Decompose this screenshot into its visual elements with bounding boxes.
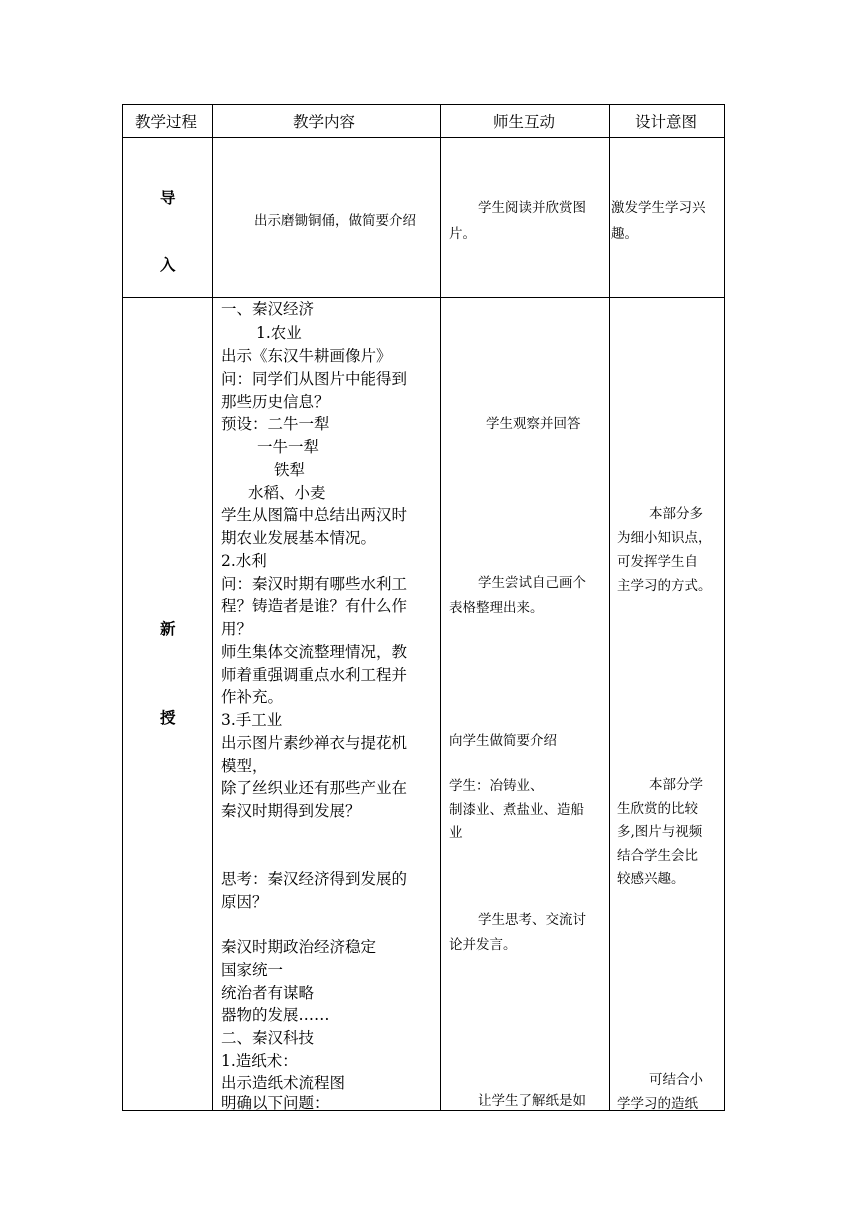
header-teaching-content: 教学内容 (293, 113, 356, 131)
stage-new-char-1: 新 (160, 620, 176, 638)
content-line: 1.造纸术： (221, 1052, 298, 1070)
content-line: 统治者有谋略 (221, 984, 315, 1002)
content-line: 那些历史信息？ (221, 393, 330, 411)
intro-intent-line-2: 趣。 (611, 226, 638, 242)
content-line: 期农业发展基本情况。 (221, 529, 377, 547)
content-line: 秦汉时期政治经济稳定 (221, 938, 377, 956)
content-line: 水稻、小麦 (248, 484, 326, 502)
content-line: 2.水利 (221, 552, 267, 570)
interaction-line: 学生观察并回答 (486, 416, 581, 432)
content-line: 铁犁 (274, 461, 306, 479)
content-line: 二、秦汉科技 (221, 1029, 315, 1047)
content-line: 器物的发展…… (221, 1006, 330, 1024)
content-line: 学生从图篇中总结出两汉时 (221, 506, 408, 524)
stage-intro-char-1: 导 (160, 189, 176, 207)
content-line: 除了丝织业还有那些产业在 (221, 779, 408, 797)
content-line: 用？ (221, 620, 253, 638)
intro-intent-line-1: 激发学生学习兴 (611, 200, 706, 216)
interaction-line: 论并发言。 (449, 937, 517, 953)
intent-line: 多,图片与视频 (617, 824, 703, 840)
content-line: 问：同学们从图片中能得到 (221, 370, 408, 388)
interaction-line: 学生：冶铸业、 (449, 778, 544, 794)
intent-line: 可结合小 (649, 1072, 703, 1088)
table-border-right (724, 104, 725, 1111)
table-border-left (122, 104, 123, 1111)
content-line: 一、秦汉经济 (221, 300, 315, 318)
interaction-line: 向学生做简要介绍 (449, 733, 557, 749)
content-line: 出示造纸术流程图 (221, 1074, 346, 1092)
content-line: 模型， (221, 757, 268, 775)
intro-interaction-line-2: 片。 (449, 226, 476, 242)
intent-line: 本部分学 (649, 777, 703, 793)
intent-line: 生欣赏的比较 (617, 801, 698, 817)
content-line: 1.农业 (256, 324, 302, 342)
header-interaction: 师生互动 (493, 113, 556, 131)
intent-line: 结合学生会比 (617, 848, 698, 864)
content-line: 国家统一 (221, 961, 284, 979)
column-divider-1 (212, 104, 213, 1111)
header-design-intent: 设计意图 (635, 113, 698, 131)
intent-line: 较感兴趣。 (617, 871, 685, 887)
column-divider-3 (609, 104, 610, 1111)
interaction-line: 学生思考、交流讨 (478, 912, 586, 928)
intent-line: 本部分多 (649, 506, 703, 522)
content-line: 预设：二牛一犁 (221, 415, 330, 433)
content-line: 出示《东汉牛耕画像片》 (221, 347, 392, 365)
interaction-line: 学生尝试自己画个 (478, 575, 586, 591)
intent-line: 学学习的造纸 (617, 1096, 698, 1112)
interaction-line: 业 (449, 825, 463, 841)
content-line: 明确以下问题： (221, 1094, 330, 1112)
content-line: 程？铸造者是谁？有什么作 (221, 597, 408, 615)
content-line: 出示图片素纱禅衣与提花机 (221, 734, 408, 752)
header-teaching-process: 教学过程 (135, 113, 198, 131)
content-line: 师生集体交流整理情况，教 (221, 643, 408, 661)
interaction-line: 让学生了解纸是如 (478, 1093, 586, 1109)
content-line: 原因？ (221, 893, 268, 911)
content-line: 秦汉时期得到发展？ (221, 802, 361, 820)
interaction-line: 制漆业、煮盐业、造船 (449, 802, 584, 818)
intent-line: 为细小知识点， (617, 530, 712, 546)
stage-new-char-2: 授 (160, 709, 176, 727)
content-line: 一牛一犁 (257, 438, 320, 456)
intent-line: 可发挥学生自 (617, 554, 698, 570)
interaction-line: 表格整理出来。 (449, 600, 544, 616)
content-line: 3.手工业 (221, 711, 283, 729)
content-line: 问：秦汉时期有哪些水利工 (221, 575, 408, 593)
stage-intro-char-2: 入 (160, 256, 176, 274)
intro-interaction-line-1: 学生阅读并欣赏图 (478, 200, 586, 216)
intent-line: 主学习的方式。 (617, 578, 712, 594)
intro-content: 出示磨锄铜俑，做简要介绍 (254, 213, 416, 229)
content-line: 作补充。 (221, 688, 284, 706)
content-line: 思考：秦汉经济得到发展的 (221, 870, 408, 888)
content-line: 师着重强调重点水利工程并 (221, 666, 408, 684)
column-divider-2 (440, 104, 441, 1111)
